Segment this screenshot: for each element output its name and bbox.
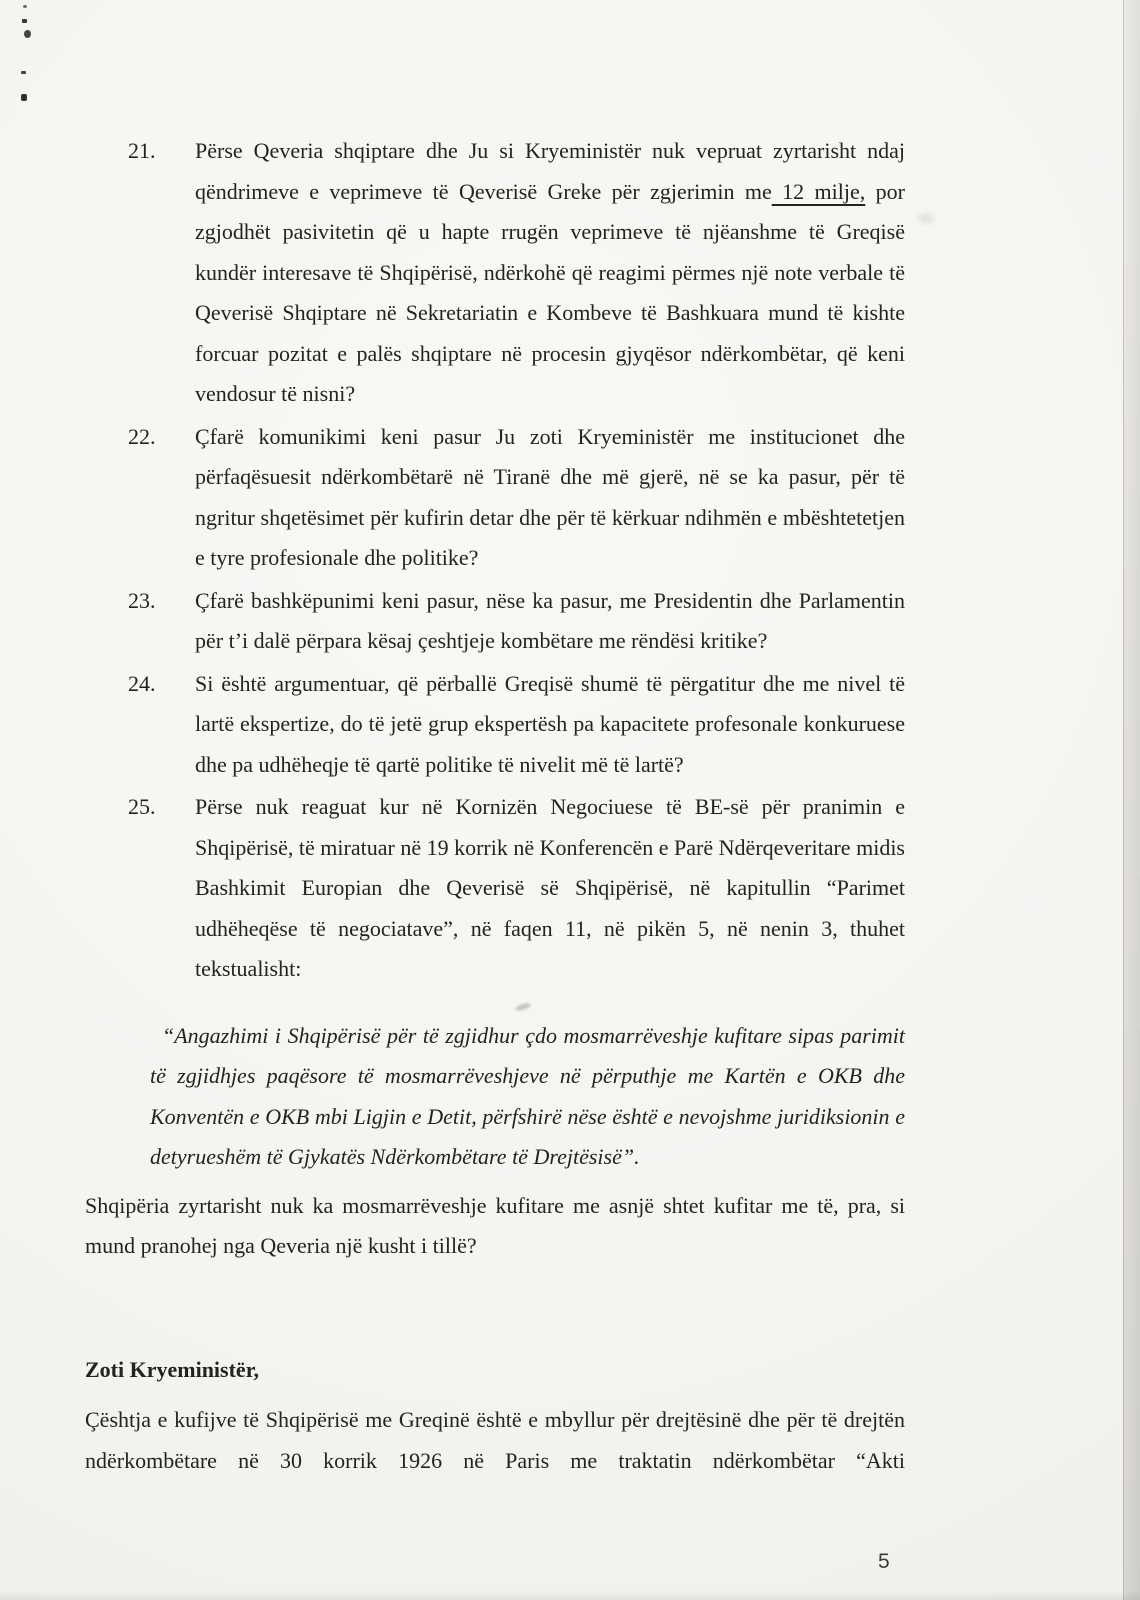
scan-edge-shadow-bottom <box>0 1591 1140 1600</box>
block-quote: “Angazhimi i Shqipërisë për të zgjidhur çdo mosmarrëveshje kufitare sipas parimit të zgjidhjes paqësore të mosmarrëveshjeve në përputhje me Kartën e OKB dhe Konventën e OKB mbi Ligjin e Detit, përfshirë nëse është e nevojshme juridiksionin e detyrueshëm të Gjykatës Ndërkombëtare të Drejtësisë”. <box>150 1022 905 1169</box>
scan-speck <box>24 30 31 38</box>
question-text: Çfarë komunikimi keni pasur Ju zoti Kryeministër me institucionet dhe përfaqësuesit ndërkombëtarë në Tiranë dhe më gjerë, në se ka pasur, për të ngritur shqetësimet për kufirin detar dhe për të kërkuar ndihmën e mbështetetjen e tyre profesionale dhe politike? <box>195 423 905 570</box>
scan-smudge <box>918 213 934 224</box>
question-item-23 <box>85 581 905 662</box>
question-item-21 <box>85 131 905 415</box>
question-number: 25. <box>128 794 156 819</box>
question-text: Çfarë bashkëpunimi keni pasur, nëse ka pasur, me Presidentin dhe Parlamentin për t’i dalë përpara kësaj çeshtjeje kombëtare me rëndësi kritike? <box>195 587 905 653</box>
scan-speck <box>22 19 27 23</box>
question-item-22 <box>85 417 905 579</box>
paragraph-after-quote: Shqipëria zyrtarisht nuk ka mosmarrëveshje kufitare me asnjë shtet kufitar me të, pra, si mund pranohej nga Qeveria një kusht i tillë? <box>85 1192 905 1258</box>
page-number: 5 <box>878 1550 890 1573</box>
scan-speck <box>21 71 26 74</box>
question-text-segment: por zgjodhët pasivitetin që u hapte rrugën veprimeve të njëanshme të Greqisë kundër interesave të Shqipërisë, ndërkohë që reagimi përmes një note verbale të Qeverisë Shqiptare në Sekretariatin e Kombeve të Bashkuara mund të kishte forcuar pozitat e palës shqiptare në procesin gjyqësor ndërkombëtar, që keni vendosur të nisni? <box>195 178 906 406</box>
underlined-phrase: 12 milje, <box>771 178 866 204</box>
question-text: Si është argumentuar, që përballë Greqisë shumë të përgatitur dhe me nivel të lartë ekspertize, do të jetë grup ekspertësh pa kapacitete profesonale konkuruese dhe pa udhëheqje të qartë politike të nivelit më të lartë? <box>195 670 905 777</box>
question-text: Përse nuk reaguat kur në Kornizën Negociuese të BE-së për pranimin e Shqipërisë, të miratuar në 19 korrik në Konferencën e Parë Ndërqeveritare midis Bashkimit Europian dhe Qeverisë së Shqipërisë, në kapitullin “Parimet udhëheqëse të negociatave”, në faqen 11, në pikën 5, në nenin 3, thuhet tekstualisht: <box>195 794 905 981</box>
scan-speck <box>21 94 27 101</box>
question-number: 21. <box>128 138 156 163</box>
question-item-25 <box>85 787 905 990</box>
question-number: 23. <box>128 587 156 613</box>
question-text-segment: Përse Qeveria shqiptare dhe Ju si Kryeministër nuk vepruat zyrtarisht ndaj qëndrimeve e veprimeve të Qeverisë Greke për zgjerimin me <box>195 138 905 204</box>
question-text <box>195 131 905 415</box>
document-body <box>85 131 905 1481</box>
scan-speck <box>23 5 27 8</box>
question-number: 22. <box>128 423 156 449</box>
question-item-24 <box>85 664 905 786</box>
closing-paragraph: Çështja e kufijve të Shqipërisë me Greqinë është e mbyllur për drejtësinë dhe për të drejtën ndërkombëtare në 30 korrik 1926 në Paris me traktatin ndërkombëtar “Akti <box>85 1407 905 1473</box>
scan-edge-shadow <box>1123 0 1140 1600</box>
salutation: Zoti Kryeministër, <box>85 1356 259 1382</box>
question-number: 24. <box>128 670 156 696</box>
